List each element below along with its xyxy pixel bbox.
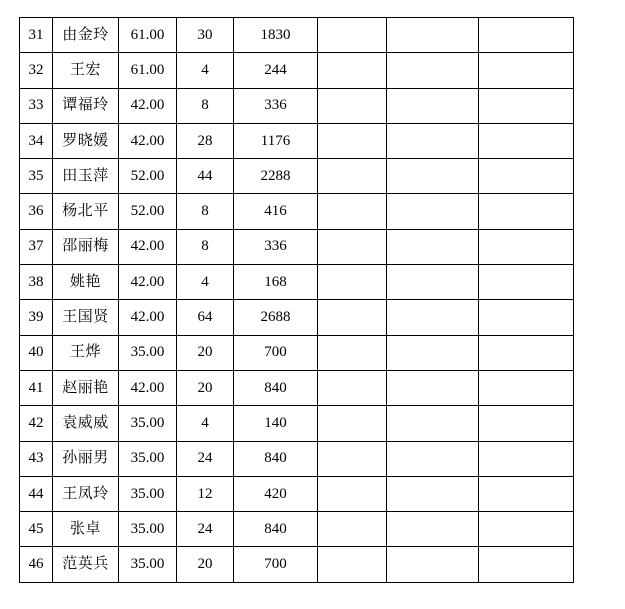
- amount-value: 840: [234, 441, 318, 476]
- empty-cell-2: [387, 18, 479, 53]
- quantity-value: 4: [177, 53, 234, 88]
- row-number: 34: [20, 123, 53, 158]
- row-number: 39: [20, 300, 53, 335]
- empty-cell-2: [387, 476, 479, 511]
- person-name: 王国贤: [53, 300, 119, 335]
- empty-cell-1: [318, 88, 387, 123]
- empty-cell-3: [479, 229, 574, 264]
- quantity-value: 8: [177, 88, 234, 123]
- rate-value: 42.00: [119, 265, 177, 300]
- row-number: 45: [20, 512, 53, 547]
- empty-cell-2: [387, 547, 479, 582]
- table-row: [20, 370, 574, 405]
- table-row: [20, 159, 574, 194]
- row-number: 41: [20, 370, 53, 405]
- empty-cell-2: [387, 300, 479, 335]
- quantity-value: 8: [177, 229, 234, 264]
- table-row: [20, 335, 574, 370]
- table-row: [20, 265, 574, 300]
- rate-value: 61.00: [119, 18, 177, 53]
- rate-value: 35.00: [119, 476, 177, 511]
- table-row: [20, 547, 574, 582]
- rate-value: 42.00: [119, 370, 177, 405]
- person-name: 赵丽艳: [53, 370, 119, 405]
- empty-cell-1: [318, 547, 387, 582]
- quantity-value: 20: [177, 547, 234, 582]
- empty-cell-1: [318, 406, 387, 441]
- empty-cell-3: [479, 88, 574, 123]
- empty-cell-2: [387, 159, 479, 194]
- rate-value: 35.00: [119, 406, 177, 441]
- empty-cell-1: [318, 441, 387, 476]
- empty-cell-3: [479, 194, 574, 229]
- table-row: [20, 194, 574, 229]
- amount-value: 336: [234, 229, 318, 264]
- rate-value: 35.00: [119, 512, 177, 547]
- empty-cell-2: [387, 512, 479, 547]
- quantity-value: 12: [177, 476, 234, 511]
- table-row: [20, 441, 574, 476]
- person-name: 范英兵: [53, 547, 119, 582]
- row-number: 43: [20, 441, 53, 476]
- empty-cell-2: [387, 335, 479, 370]
- person-name: 谭福玲: [53, 88, 119, 123]
- quantity-value: 4: [177, 265, 234, 300]
- empty-cell-1: [318, 370, 387, 405]
- quantity-value: 8: [177, 194, 234, 229]
- person-name: 王宏: [53, 53, 119, 88]
- amount-value: 1830: [234, 18, 318, 53]
- empty-cell-2: [387, 441, 479, 476]
- empty-cell-1: [318, 300, 387, 335]
- empty-cell-3: [479, 300, 574, 335]
- row-number: 40: [20, 335, 53, 370]
- empty-cell-2: [387, 229, 479, 264]
- person-name: 由金玲: [53, 18, 119, 53]
- amount-value: 840: [234, 512, 318, 547]
- empty-cell-1: [318, 159, 387, 194]
- empty-cell-1: [318, 229, 387, 264]
- quantity-value: 20: [177, 370, 234, 405]
- person-name: 张卓: [53, 512, 119, 547]
- quantity-value: 20: [177, 335, 234, 370]
- quantity-value: 24: [177, 441, 234, 476]
- table-row: [20, 123, 574, 158]
- table-row: [20, 88, 574, 123]
- quantity-value: 30: [177, 18, 234, 53]
- amount-value: 140: [234, 406, 318, 441]
- person-name: 姚艳: [53, 265, 119, 300]
- table-row: [20, 229, 574, 264]
- row-number: 31: [20, 18, 53, 53]
- empty-cell-1: [318, 512, 387, 547]
- person-name: 袁威威: [53, 406, 119, 441]
- empty-cell-3: [479, 18, 574, 53]
- quantity-value: 28: [177, 123, 234, 158]
- row-number: 32: [20, 53, 53, 88]
- rate-value: 42.00: [119, 123, 177, 158]
- rate-value: 52.00: [119, 194, 177, 229]
- rate-value: 42.00: [119, 300, 177, 335]
- empty-cell-3: [479, 123, 574, 158]
- empty-cell-1: [318, 335, 387, 370]
- table-row: [20, 476, 574, 511]
- empty-cell-3: [479, 335, 574, 370]
- row-number: 38: [20, 265, 53, 300]
- table-row: [20, 300, 574, 335]
- empty-cell-3: [479, 265, 574, 300]
- empty-cell-3: [479, 53, 574, 88]
- empty-cell-1: [318, 18, 387, 53]
- amount-value: 840: [234, 370, 318, 405]
- empty-cell-1: [318, 123, 387, 158]
- empty-cell-3: [479, 547, 574, 582]
- table-row: [20, 53, 574, 88]
- rate-value: 42.00: [119, 229, 177, 264]
- amount-value: 168: [234, 265, 318, 300]
- empty-cell-3: [479, 476, 574, 511]
- data-table: [19, 17, 574, 583]
- table-row: [20, 406, 574, 441]
- table-row: [20, 18, 574, 53]
- amount-value: 2288: [234, 159, 318, 194]
- amount-value: 416: [234, 194, 318, 229]
- empty-cell-1: [318, 194, 387, 229]
- table-body: [20, 18, 574, 583]
- amount-value: 700: [234, 335, 318, 370]
- row-number: 36: [20, 194, 53, 229]
- quantity-value: 4: [177, 406, 234, 441]
- empty-cell-1: [318, 476, 387, 511]
- empty-cell-2: [387, 53, 479, 88]
- person-name: 孙丽男: [53, 441, 119, 476]
- table-row: [20, 512, 574, 547]
- amount-value: 1176: [234, 123, 318, 158]
- empty-cell-3: [479, 159, 574, 194]
- empty-cell-2: [387, 406, 479, 441]
- rate-value: 52.00: [119, 159, 177, 194]
- row-number: 37: [20, 229, 53, 264]
- person-name: 邵丽梅: [53, 229, 119, 264]
- amount-value: 336: [234, 88, 318, 123]
- person-name: 王凤玲: [53, 476, 119, 511]
- empty-cell-2: [387, 88, 479, 123]
- rate-value: 35.00: [119, 547, 177, 582]
- person-name: 罗晓媛: [53, 123, 119, 158]
- amount-value: 2688: [234, 300, 318, 335]
- row-number: 42: [20, 406, 53, 441]
- amount-value: 420: [234, 476, 318, 511]
- empty-cell-3: [479, 406, 574, 441]
- empty-cell-1: [318, 53, 387, 88]
- rate-value: 61.00: [119, 53, 177, 88]
- amount-value: 700: [234, 547, 318, 582]
- quantity-value: 64: [177, 300, 234, 335]
- empty-cell-3: [479, 441, 574, 476]
- row-number: 33: [20, 88, 53, 123]
- rate-value: 35.00: [119, 441, 177, 476]
- person-name: 王烨: [53, 335, 119, 370]
- rate-value: 35.00: [119, 335, 177, 370]
- empty-cell-1: [318, 265, 387, 300]
- row-number: 35: [20, 159, 53, 194]
- person-name: 田玉萍: [53, 159, 119, 194]
- empty-cell-3: [479, 370, 574, 405]
- empty-cell-2: [387, 123, 479, 158]
- empty-cell-2: [387, 194, 479, 229]
- quantity-value: 24: [177, 512, 234, 547]
- amount-value: 244: [234, 53, 318, 88]
- empty-cell-2: [387, 370, 479, 405]
- row-number: 44: [20, 476, 53, 511]
- empty-cell-2: [387, 265, 479, 300]
- person-name: 杨北平: [53, 194, 119, 229]
- rate-value: 42.00: [119, 88, 177, 123]
- quantity-value: 44: [177, 159, 234, 194]
- empty-cell-3: [479, 512, 574, 547]
- row-number: 46: [20, 547, 53, 582]
